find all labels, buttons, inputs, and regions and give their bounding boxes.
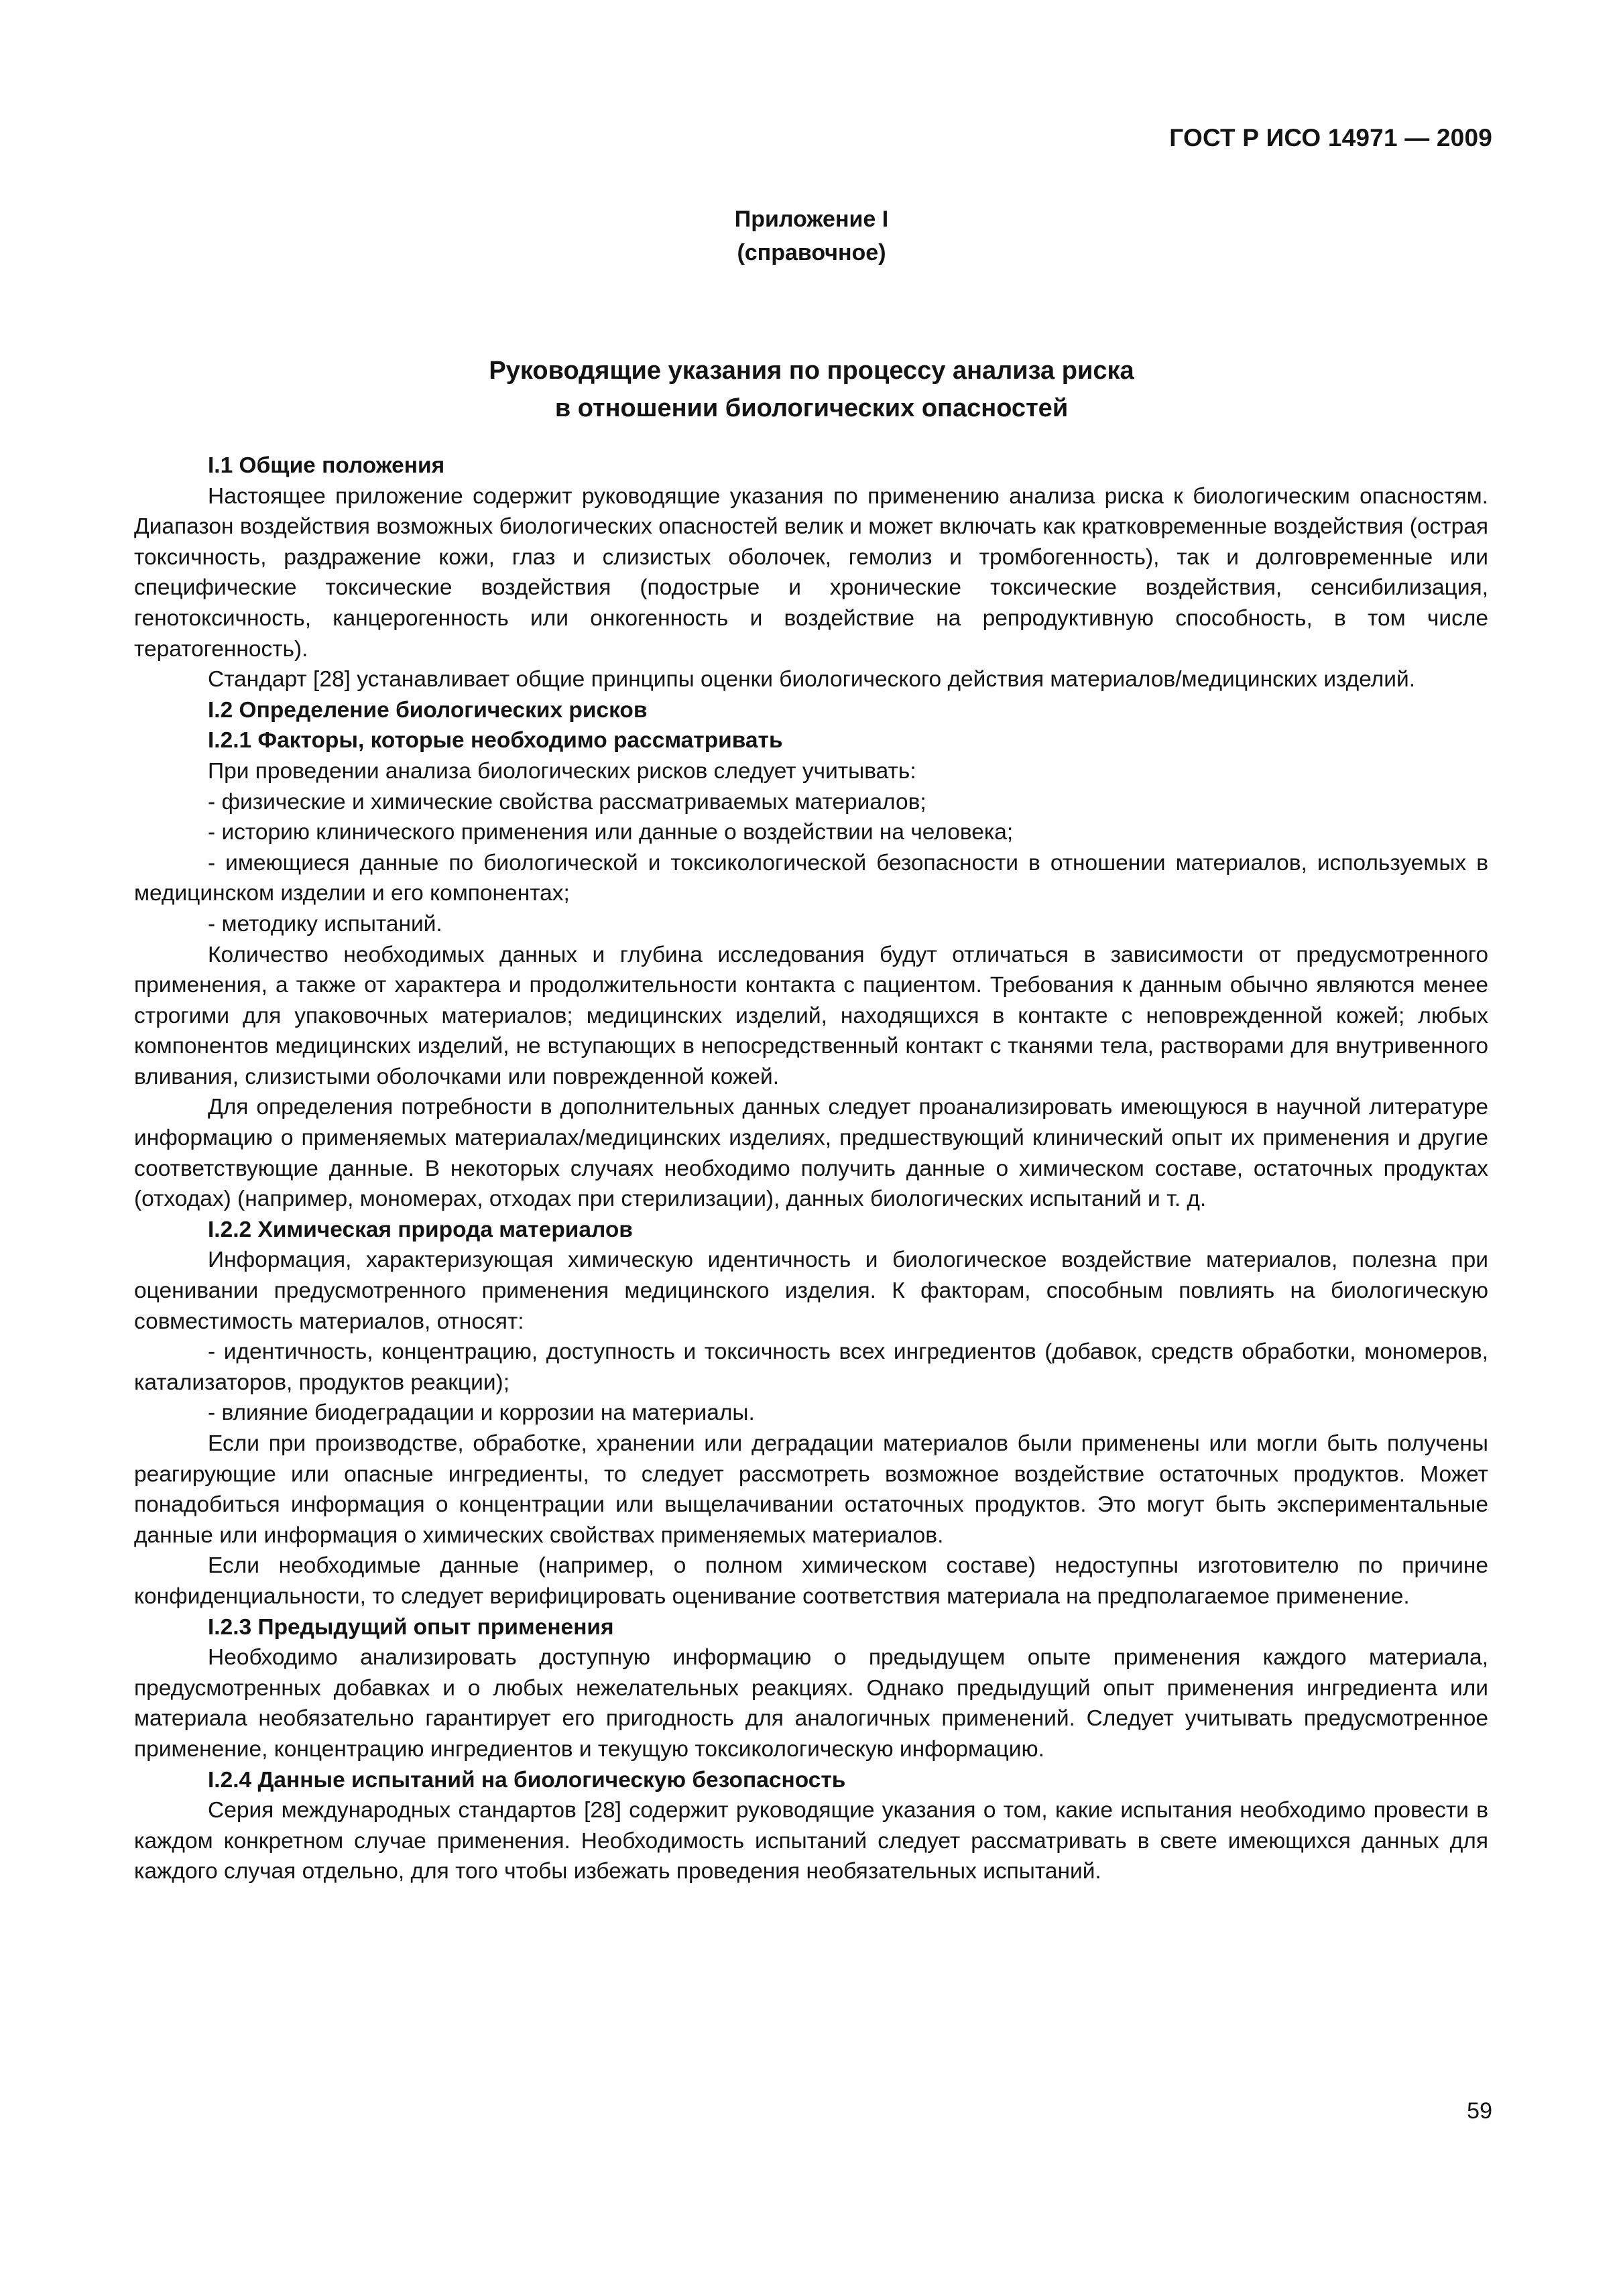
paragraph: Количество необходимых данных и глубина исследования будут отличаться в зависимости от предусмотренного применения, а также от характера и продолжительности контакта с пациентом. Требования к данным обычно являются менее строгими для упаковочных материалов; медицинских изделий, находящихся в контакте с неповрежденной кожей; любых компонентов медицинских изделий, не вступающих в непосредственный контакт с тканями тела, растворами для внутривенного вливания, слизистыми оболочками или поврежденной кожей. (134, 942, 1488, 1089)
list-item: - историю клинического применения или данные о воздействии на человека; (208, 820, 1014, 845)
section-heading: I.2.2 Химическая природа материалов (208, 1217, 633, 1242)
section-heading: I.2.4 Данные испытаний на биологическую безопасность (208, 1767, 846, 1793)
section-heading: I.2.1 Факторы, которые необходимо рассматривать (208, 728, 783, 753)
paragraph: Информация, характеризующая химическую идентичность и биологическое воздействие материалов, полезна при оценивании предусмотренного применения медицинского изделия. К факторам, способным повлиять на биологическую совместимость материалов, относят: (134, 1248, 1488, 1334)
list-item: - физические и химические свойства рассматриваемых материалов; (208, 789, 926, 814)
list-item: - идентичность, концентрацию, доступность и токсичность всех ингредиентов (добавок, средств обработки, мономеров, катализаторов, продуктов реакции); (134, 1339, 1488, 1395)
list-item: - имеющиеся данные по биологической и токсикологической безопасности в отношении материалов, используемых в медицинском изделии и его компонентах; (134, 850, 1488, 906)
body-text (134, 450, 1488, 1887)
document-code-header: ГОСТ Р ИСО 14971 — 2009 (1169, 124, 1492, 152)
list-item: - методику испытаний. (208, 911, 442, 936)
paragraph: Настоящее приложение содержит руководящие указания по применению анализа риска к биологическим опасностям. Диапазон воздействия возможных биологических опасностей велик и может включать как кратковременные воздействия (острая токсичность, раздражение кожи, глаз и слизистых оболочек, гемолиз и тромбогенность), так и долговременные или специфические токсические воздействия (подострые и хронические токсические воздействия, сенсибилизация, генотоксичность, канцерогенность или онкогенность и воздействие на репродуктивную способность, в том числе тератогенность). (134, 483, 1488, 662)
annex-title-line-1: Руководящие указания по процессу анализа риска (489, 357, 1134, 385)
paragraph: Стандарт [28] устанавливает общие принципы оценки биологического действия материалов/медицинских изделий. (208, 667, 1416, 692)
paragraph: Если необходимые данные (например, о полном химическом составе) недоступны изготовителю по причине конфиденциальности, то следует верифицировать оценивание соответствия материала на предполагаемое применение. (134, 1553, 1488, 1609)
list-item: - влияние биодеградации и коррозии на материалы. (208, 1400, 755, 1426)
section-heading: I.1 Общие положения (208, 453, 445, 478)
section-heading: I.2 Определение биологических рисков (208, 697, 648, 723)
paragraph: Для определения потребности в дополнительных данных следует проанализировать имеющуюся в научной литературе информацию о применяемых материалах/медицинских изделиях, предшествующий клинический опыт их применения и другие соответствующие данные. В некоторых случаях необходимо получить данные о химическом составе, остаточных продуктах (отходах) (например, мономерах, отходах при стерилизации), данных биологических испытаний и т. д. (134, 1095, 1488, 1212)
annex-label: Приложение I (734, 206, 889, 232)
paragraph: Серия международных стандартов [28] содержит руководящие указания о том, какие испытания необходимо провести в каждом конкретном случае применения. Необходимость испытаний следует рассматривать в свете имеющихся данных для каждого случая отдельно, для того чтобы избежать проведения необязательных испытаний. (134, 1798, 1488, 1884)
annex-title-line-2: в отношении биологических опасностей (554, 394, 1069, 422)
page-number: 59 (1467, 2098, 1492, 2124)
section-heading: I.2.3 Предыдущий опыт применения (208, 1614, 614, 1640)
annex-status: (справочное) (737, 240, 886, 265)
annex-block (0, 202, 1623, 269)
paragraph: При проведении анализа биологических рисков следует учитывать: (208, 758, 916, 784)
paragraph: Если при производстве, обработке, хранении или деградации материалов были применены или могли быть получены реагирующие или опасные ингредиенты, то следует рассмотреть возможное воздействие остаточных продуктов. Может понадобиться информация о концентрации или выщелачивании остаточных продуктов. Это могут быть экспериментальные данные или информация о химических свойствах применяемых материалов. (134, 1431, 1488, 1548)
annex-title (0, 352, 1623, 427)
paragraph: Необходимо анализировать доступную информацию о предыдущем опыте применения каждого материала, предусмотренных добавках и о любых нежелательных реакциях. Однако предыдущий опыт применения ингредиента или материала необязательно гарантирует его пригодность для аналогичных применений. Следует учитывать предусмотренное применение, концентрацию ингредиентов и текущую токсикологическую информацию. (134, 1645, 1488, 1762)
